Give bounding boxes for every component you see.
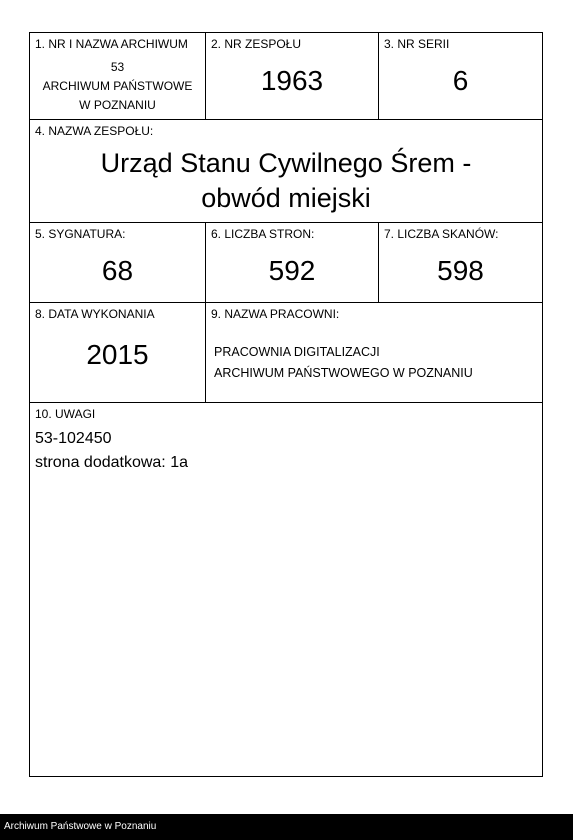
series-number-label: 3. NR SERII (384, 37, 450, 51)
notes-line2: strona dodatkowa: 1a (35, 454, 188, 471)
page-count-cell (205, 222, 378, 302)
signature-cell (30, 222, 205, 302)
fonds-number-value: 1963 (260, 65, 324, 96)
signature-label: 5. SYGNATURA: (35, 227, 126, 241)
fonds-number-cell (205, 33, 378, 119)
workshop-line1: PRACOWNIA DIGITALIZACJI (214, 345, 380, 359)
notes-label: 10. UWAGI (35, 407, 96, 421)
workshop-label: 9. NAZWA PRACOWNI: (211, 307, 340, 321)
date-cell (30, 302, 205, 402)
fonds-number-label: 2. NR ZESPOŁU (211, 37, 302, 51)
workshop-line2: ARCHIWUM PAŃSTWOWEGO W POZNANIU (214, 366, 473, 380)
archive-label: 1. NR I NAZWA ARCHIWUM (35, 37, 188, 51)
archive-name-line1: ARCHIWUM PAŃSTWOWE (42, 79, 193, 93)
date-label: 8. DATA WYKONANIA (35, 307, 155, 321)
notes-line1: 53-102450 (35, 430, 112, 447)
fonds-name-line2: obwód miejski (201, 183, 371, 213)
metadata-form (29, 32, 543, 777)
page-count-value: 592 (268, 255, 316, 286)
scan-count-label: 7. LICZBA SKANÓW: (384, 227, 499, 241)
fonds-name-line1: Urząd Stanu Cywilnego Śrem - (100, 148, 472, 178)
archive-number: 53 (110, 60, 125, 74)
notes-cell (30, 402, 542, 776)
footer-text: Archiwum Państwowe w Poznaniu (4, 821, 157, 832)
archive-cell (30, 33, 205, 119)
signature-value: 68 (101, 255, 134, 286)
workshop-name (214, 342, 473, 384)
scan-count-value: 598 (437, 255, 484, 286)
fonds-name-label: 4. NAZWA ZESPOŁU: (35, 124, 154, 138)
series-number-cell (378, 33, 542, 119)
page-count-label: 6. LICZBA STRON: (211, 227, 315, 241)
notes-text (35, 427, 188, 475)
series-number-value: 6 (452, 65, 469, 96)
date-value: 2015 (86, 339, 149, 370)
workshop-cell (205, 302, 542, 402)
scan-count-cell (378, 222, 542, 302)
footer-bar (0, 814, 573, 840)
archive-name-line2: W POZNANIU (79, 98, 156, 112)
